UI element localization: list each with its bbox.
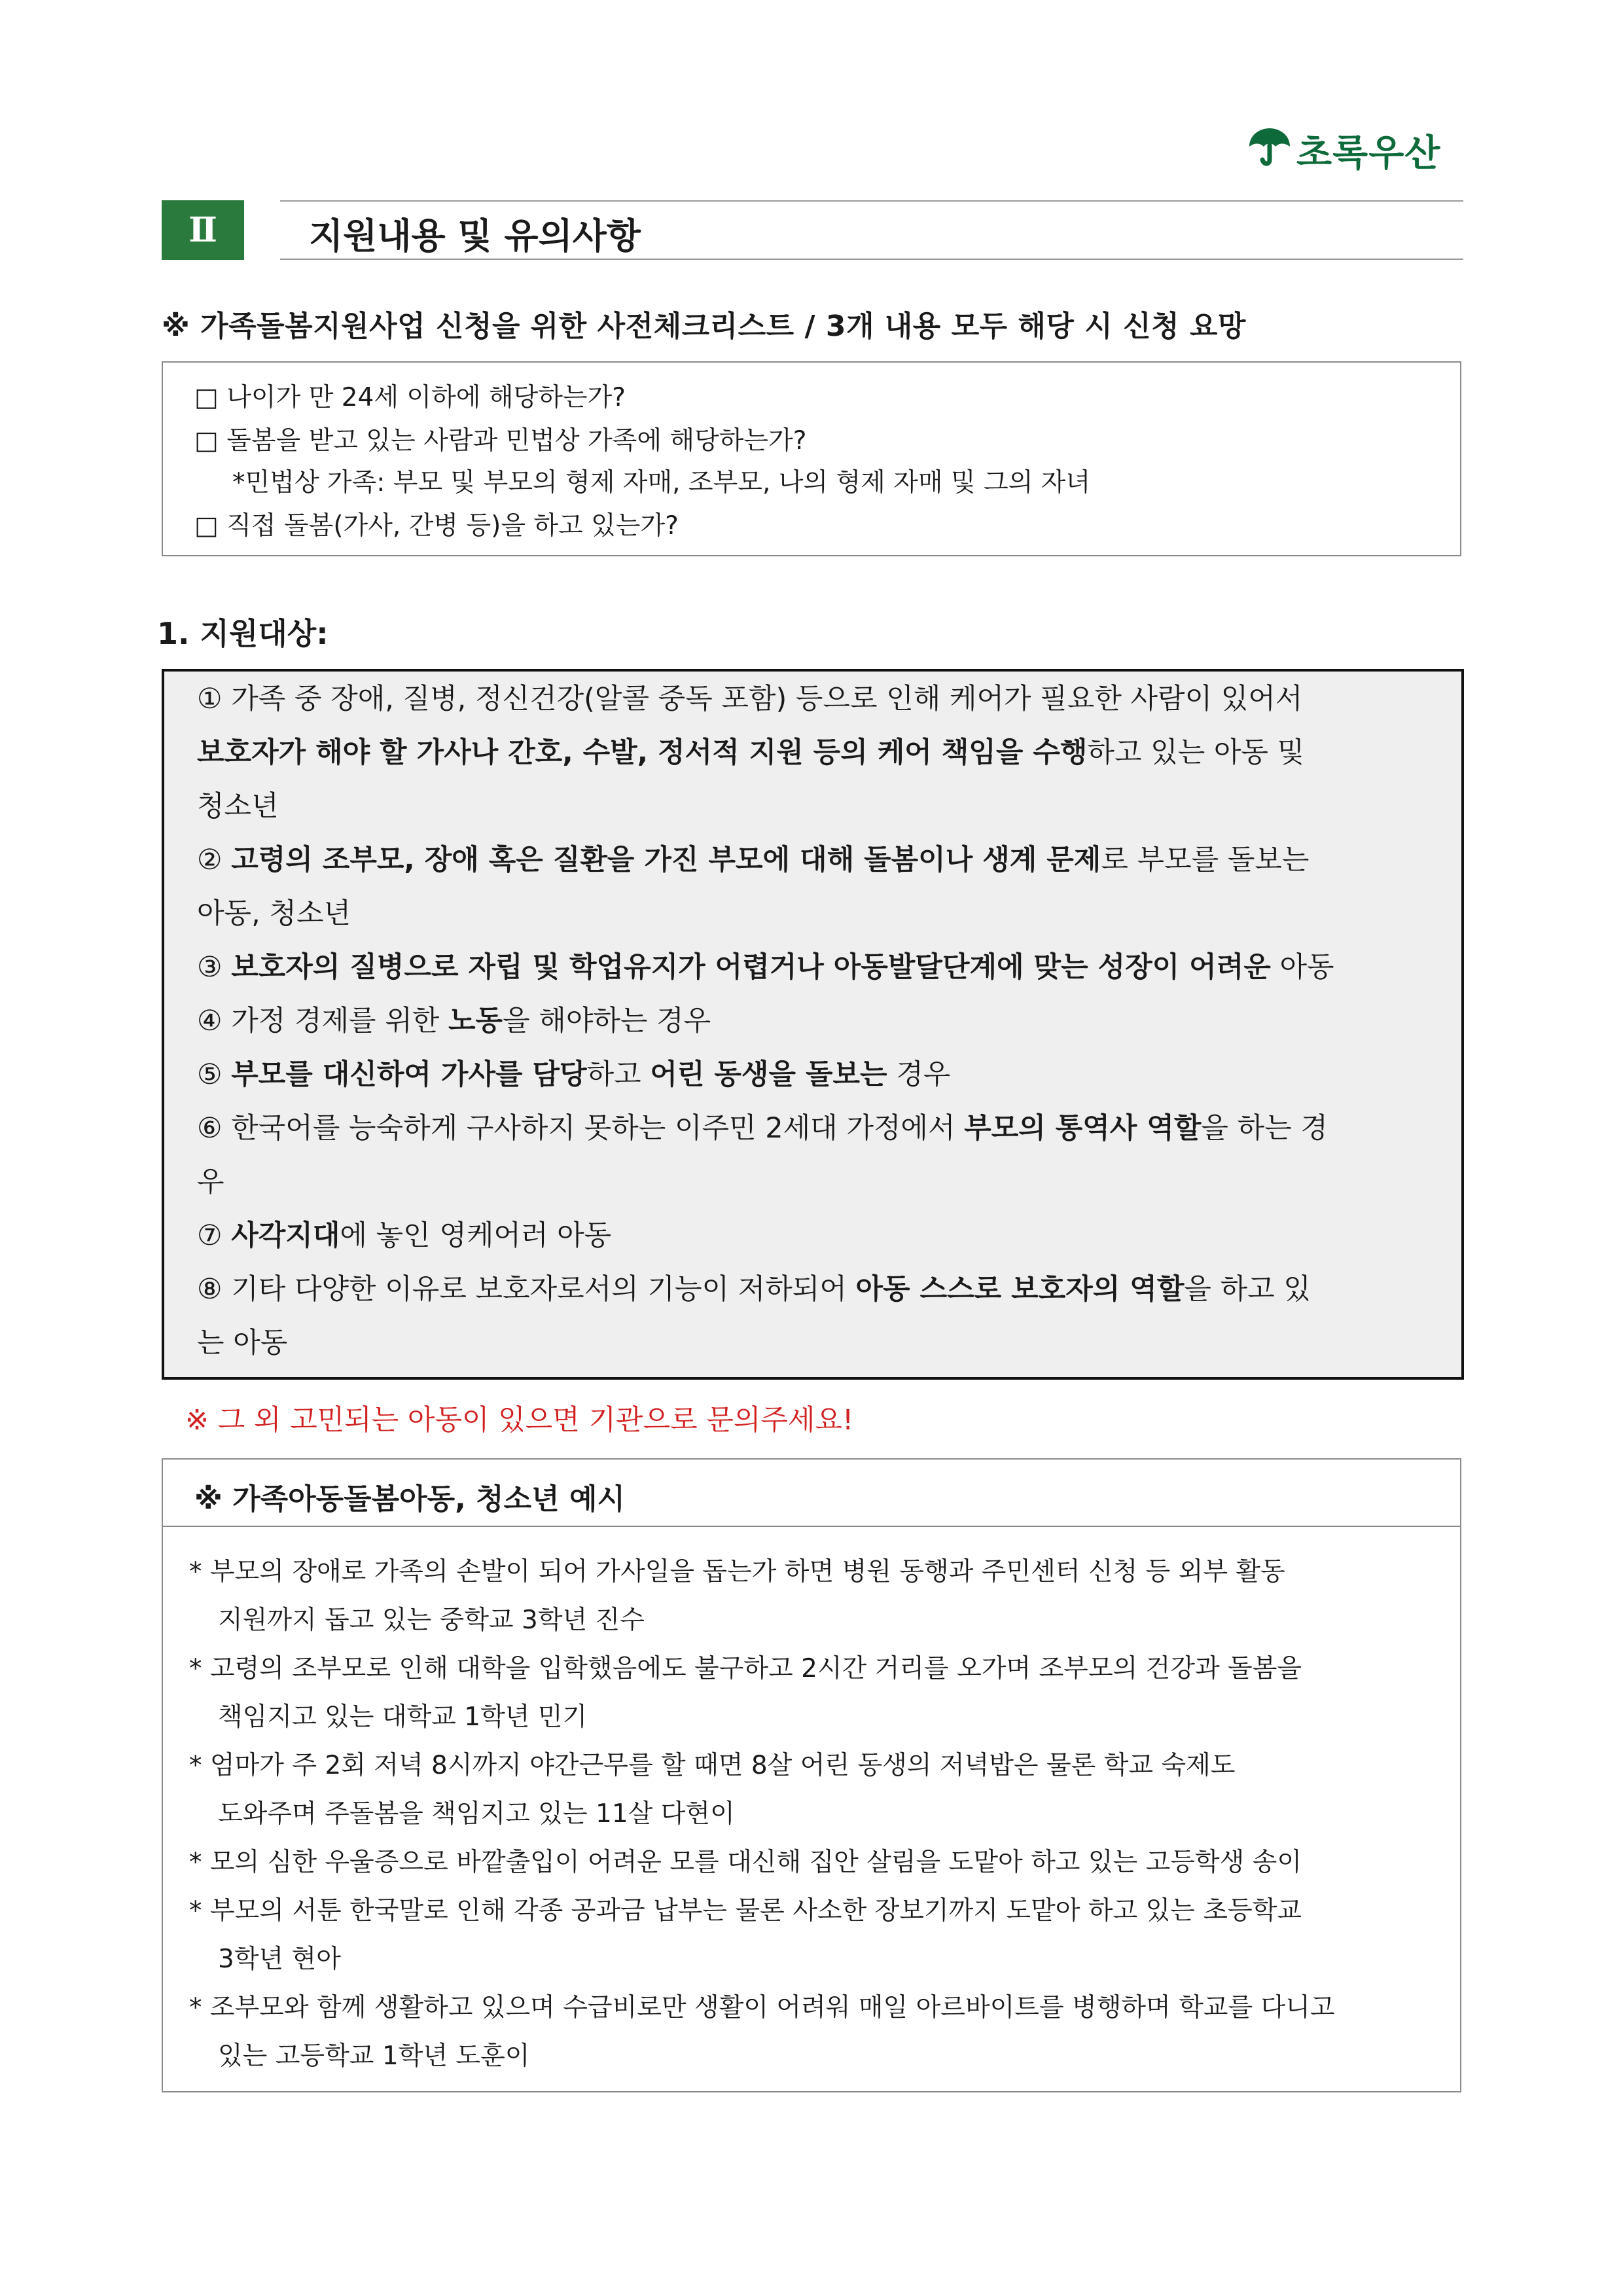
example-line: * 부모의 서툰 한국말로 인해 각종 공과금 납부는 물론 사소한 장보기까지 도맡아 하고 있는 초등학교 [189, 1896, 1302, 1926]
target-line: ⑧ 기타 다양한 이유로 보호자로서의 기능이 저하되어 아동 스스로 보호자의 역할을 하고 있 [197, 1273, 1311, 1306]
target-line: ⑤ 부모를 대신하여 가사를 담당하고 어린 동생을 돌보는 경우 [197, 1058, 951, 1091]
checklist-title: ※ 가족돌봄지원사업 신청을 위한 사전체크리스트 / 3개 내용 모두 해당 시 신청 요망 [162, 310, 1246, 343]
section-number-badge: Ⅱ [162, 200, 244, 260]
section-title: 지원내용 및 유의사항 [309, 215, 641, 257]
target-line: 우 [197, 1166, 224, 1198]
example-line: * 모의 심한 우울증으로 바깥출입이 어려운 모를 대신해 집안 살림을 도맡아 하고 있는 고등학생 송이 [189, 1848, 1302, 1877]
checklist-item: □ 직접 돌봄(가사, 간병 등)을 하고 있는가? [194, 511, 679, 541]
header-rule-top [280, 200, 1463, 202]
target-line: 아동, 청소년 [197, 897, 351, 930]
example-line: 3학년 현아 [218, 1945, 341, 1974]
target-line: ③ 보호자의 질병으로 자립 및 학업유지가 어렵거나 아동발달단계에 맞는 성장이 어려운 아동 [197, 951, 1334, 984]
target-line: ① 가족 중 장애, 질병, 정신건강(알콜 중독 포함) 등으로 인해 케어가 필요한 사람이 있어서 [197, 683, 1303, 715]
target-line: ⑥ 한국어를 능숙하게 구사하지 못하는 이주민 2세대 가정에서 부모의 통역사 역할을 하는 경 [197, 1112, 1328, 1145]
inquiry-note: ※ 그 외 고민되는 아동이 있으면 기관으로 문의주세요! [185, 1404, 854, 1437]
target-box [162, 669, 1464, 1380]
target-line: ④ 가정 경제를 위한 노동을 해야하는 경우 [197, 1005, 711, 1037]
target-line: 청소년 [197, 790, 279, 823]
target-line: ② 고령의 조부모, 장애 혹은 질환을 가진 부모에 대해 돌봄이나 생계 문제로 부모를 돌보는 [197, 844, 1310, 876]
target-line: 는 아동 [197, 1327, 288, 1359]
example-line: * 고령의 조부모로 인해 대학을 입학했음에도 불구하고 2시간 거리를 오가며 조부모의 건강과 돌봄을 [189, 1654, 1302, 1683]
examples-box [162, 1458, 1461, 2092]
header-rule-bottom [280, 259, 1463, 260]
example-line: 책임지고 있는 대학교 1학년 민기 [218, 1702, 588, 1732]
checklist-footnote: *민법상 가족: 부모 및 부모의 형제 자매, 조부모, 나의 형제 자매 및 그의 자녀 [232, 468, 1091, 497]
checklist-item: □ 나이가 만 24세 이하에 해당하는가? [194, 383, 626, 412]
example-line: 있는 고등학교 1학년 도훈이 [218, 2041, 530, 2071]
brand-logo [1247, 119, 1456, 178]
examples-title: ※ 가족아동돌봄아동, 청소년 예시 [194, 1482, 625, 1516]
checklist-item: □ 돌봄을 받고 있는 사람과 민법상 가족에 해당하는가? [194, 426, 807, 456]
logo-text: 초록우산 [1296, 132, 1441, 175]
example-line: * 엄마가 주 2회 저녁 8시까지 야간근무를 할 때면 8살 어린 동생의 저녁밥은 물론 학교 숙제도 [189, 1751, 1236, 1780]
checklist-box [162, 361, 1461, 556]
examples-divider [163, 1526, 1460, 1527]
example-line: 도와주며 주돌봄을 책임지고 있는 11살 다현이 [218, 1799, 735, 1829]
target-title: 1. 지원대상: [157, 616, 329, 651]
example-line: * 조부모와 함께 생활하고 있으며 수급비로만 생활이 어려워 매일 아르바이트를 병행하며 학교를 다니고 [189, 1993, 1335, 2022]
umbrella-icon [1247, 126, 1293, 168]
target-line: 보호자가 해야 할 가사나 간호, 수발, 정서적 지원 등의 케어 책임을 수행하고 있는 아동 및 [197, 736, 1305, 769]
target-line: ⑦ 사각지대에 놓인 영케어러 아동 [197, 1219, 612, 1252]
example-line: * 부모의 장애로 가족의 손발이 되어 가사일을 돕는가 하면 병원 동행과 주민센터 신청 등 외부 활동 [189, 1557, 1285, 1587]
example-line: 지원까지 돕고 있는 중학교 3학년 진수 [218, 1605, 645, 1635]
